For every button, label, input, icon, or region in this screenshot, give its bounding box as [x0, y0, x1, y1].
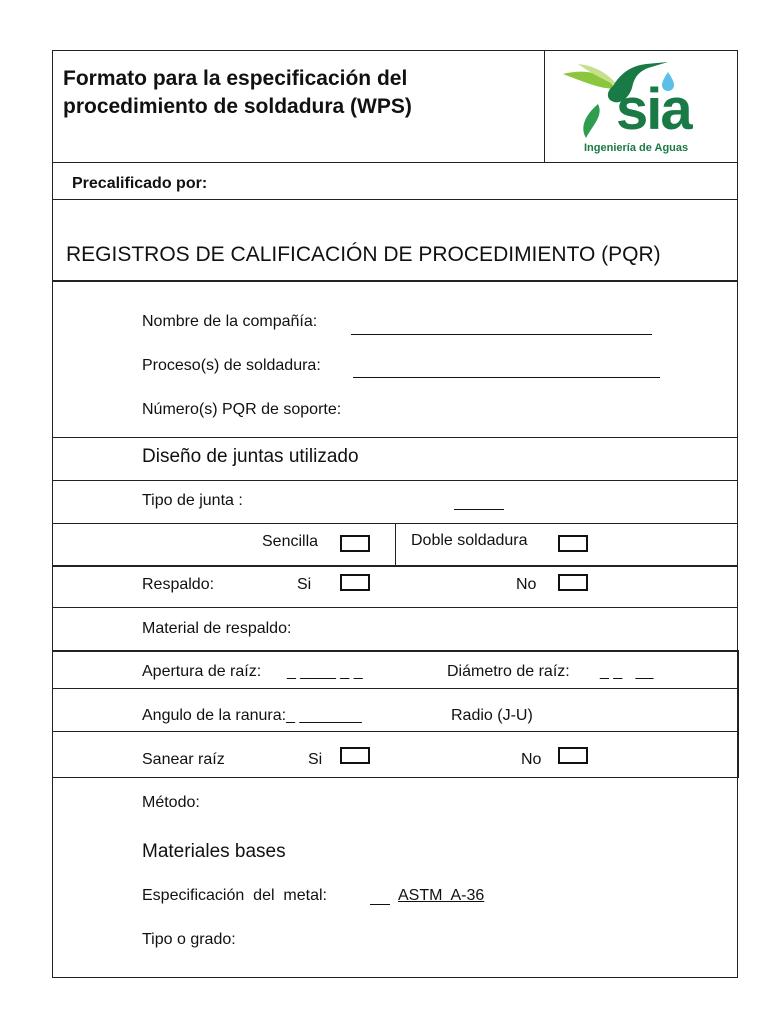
- company-name-label: Nombre de la compañía:: [142, 313, 318, 330]
- back-gouge-yes-label: Si: [308, 751, 323, 768]
- back-gouge-no-label: No: [521, 751, 542, 768]
- backing-yes-checkbox[interactable]: [340, 574, 370, 591]
- logo-wordmark: sia: [616, 77, 691, 142]
- metal-spec-value[interactable]: ASTM A-36: [398, 887, 485, 904]
- section-title: REGISTROS DE CALIFICACIÓN DE PROCEDIMIENTO (PQR): [66, 243, 661, 266]
- welding-process-label: Proceso(s) de soldadura:: [142, 357, 321, 374]
- company-name-field[interactable]: [351, 334, 652, 335]
- root-diameter-field[interactable]: _ _ __: [600, 663, 654, 680]
- section-title-rule: [52, 280, 738, 282]
- header-divider: [544, 50, 545, 162]
- fields-rule: [52, 437, 738, 438]
- backing-rule: [52, 607, 738, 608]
- double-weld-label: Doble soldadura: [411, 532, 528, 549]
- backing-no-label: No: [516, 576, 537, 593]
- welding-process-field[interactable]: [353, 377, 660, 378]
- metal-spec-blank: [370, 904, 390, 905]
- single-double-divider: [395, 523, 396, 565]
- base-materials-heading: Materiales bases: [142, 841, 286, 862]
- logo-tagline: Ingeniería de Aguas: [584, 142, 689, 154]
- back-gouge-rule: [52, 777, 739, 778]
- back-gouge-label: Sanear raíz: [142, 751, 225, 768]
- backing-label: Respaldo:: [142, 576, 215, 593]
- right-edge-ext: [738, 650, 739, 778]
- backing-no-checkbox[interactable]: [558, 574, 588, 591]
- pqr-numbers-label: Número(s) PQR de soporte:: [142, 401, 342, 418]
- double-weld-checkbox[interactable]: [558, 535, 588, 552]
- joint-design-rule: [52, 480, 738, 481]
- prequalified-label: Precalificado por:: [72, 175, 208, 192]
- back-gouge-no-checkbox[interactable]: [558, 747, 588, 764]
- joint-design-heading: Diseño de juntas utilizado: [142, 446, 359, 467]
- backing-material-label: Material de respaldo:: [142, 620, 292, 637]
- header-bottom-rule: [52, 162, 738, 163]
- single-weld-checkbox[interactable]: [340, 535, 370, 552]
- back-gouge-yes-checkbox[interactable]: [340, 747, 370, 764]
- joint-type-field[interactable]: [454, 509, 504, 510]
- groove-rule: [52, 731, 739, 732]
- groove-angle-label[interactable]: Angulo de la ranura:_ _______: [142, 707, 362, 724]
- backing-yes-label: Si: [297, 576, 312, 593]
- root-rule: [52, 688, 739, 689]
- type-grade-label: Tipo o grado:: [142, 931, 236, 948]
- backing-material-rule: [52, 650, 739, 652]
- metal-spec-label: Especificación del metal:: [142, 887, 327, 904]
- root-opening-field[interactable]: _ ____ _ _: [287, 663, 363, 680]
- root-opening-label: Apertura de raíz:: [142, 663, 262, 680]
- method-label: Método:: [142, 794, 200, 811]
- company-logo: [558, 56, 728, 158]
- single-weld-label: Sencilla: [262, 533, 319, 550]
- prequalified-rule: [52, 199, 738, 200]
- joint-type-label: Tipo de junta :: [142, 492, 243, 509]
- weld-type-rule: [52, 565, 738, 567]
- form-title-line2: procedimiento de soldadura (WPS): [63, 95, 412, 118]
- radius-label: Radio (J-U): [451, 707, 533, 724]
- form-title-line1: Formato para la especificación del: [63, 67, 408, 90]
- root-diameter-label: Diámetro de raíz:: [447, 663, 570, 680]
